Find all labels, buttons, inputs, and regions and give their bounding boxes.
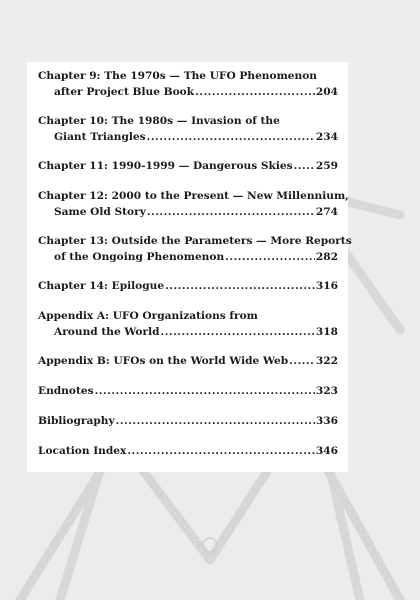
entry-title-line-1: Appendix B: UFOs on the World Wide Web <box>38 355 289 367</box>
entry-title-line-1: Bibliography <box>38 415 115 427</box>
dot-leader <box>95 383 315 399</box>
table-of-contents <box>27 62 352 472</box>
page-number: 234 <box>315 131 338 143</box>
dot-leader <box>289 353 315 369</box>
toc-entry-chapter-10 <box>38 113 338 145</box>
page-number: 274 <box>315 206 338 218</box>
toc-entry-chapter-14 <box>38 278 338 294</box>
toc-entry-chapter-11 <box>38 158 338 174</box>
entry-title-line-1: Chapter 13: Outside the Parameters — More Reports <box>38 235 352 247</box>
entry-title-line-1: Chapter 11: 1990-1999 — Dangerous Skies <box>38 160 293 172</box>
toc-entry-chapter-13 <box>38 233 352 265</box>
page-number: 322 <box>315 355 338 367</box>
toc-entry-chapter-9 <box>38 68 338 100</box>
toc-entry-appendix-a <box>38 308 338 340</box>
dot-leader <box>165 278 315 294</box>
page-number: 204 <box>315 86 338 98</box>
toc-entry-chapter-12 <box>38 188 349 220</box>
page-number: 336 <box>315 415 338 427</box>
dot-leader <box>147 204 315 220</box>
entry-title-line-2: Giant Triangles <box>54 131 146 143</box>
dot-leader <box>195 84 315 100</box>
dot-leader <box>127 443 315 459</box>
page-number: 346 <box>315 445 338 457</box>
entry-title-line-1: Chapter 9: The 1970s — The UFO Phenomenon <box>38 70 317 82</box>
dot-leader <box>116 413 315 429</box>
page-number: 323 <box>315 385 338 397</box>
dot-leader <box>294 158 315 174</box>
entry-title-line-2: after Project Blue Book <box>54 86 195 98</box>
entry-title-line-1: Chapter 10: The 1980s — Invasion of the <box>38 115 280 127</box>
entry-title-line-1: Chapter 12: 2000 to the Present — New Millennium, <box>38 190 349 202</box>
toc-entry-endnotes <box>38 383 338 399</box>
entry-title-line-1: Endnotes <box>38 385 94 397</box>
entry-title-line-2: Same Old Story <box>54 206 146 218</box>
entry-title-line-2: of the Ongoing Phenomenon <box>54 251 225 263</box>
entry-title-line-1: Chapter 14: Epilogue <box>38 280 165 292</box>
page-number: 259 <box>315 160 338 172</box>
dot-leader <box>147 129 315 145</box>
toc-entry-appendix-b <box>38 353 338 369</box>
page-number: 282 <box>315 251 338 263</box>
page-number: 316 <box>315 280 338 292</box>
entry-title-line-1: Appendix A: UFO Organizations from <box>38 310 258 322</box>
page-number: 318 <box>315 326 338 338</box>
dot-leader <box>225 249 315 265</box>
toc-entry-bibliography <box>38 413 338 429</box>
toc-entry-location-index <box>38 443 338 459</box>
entry-title-line-1: Location Index <box>38 445 127 457</box>
dot-leader <box>161 324 315 340</box>
entry-title-line-2: Around the World <box>54 326 160 338</box>
